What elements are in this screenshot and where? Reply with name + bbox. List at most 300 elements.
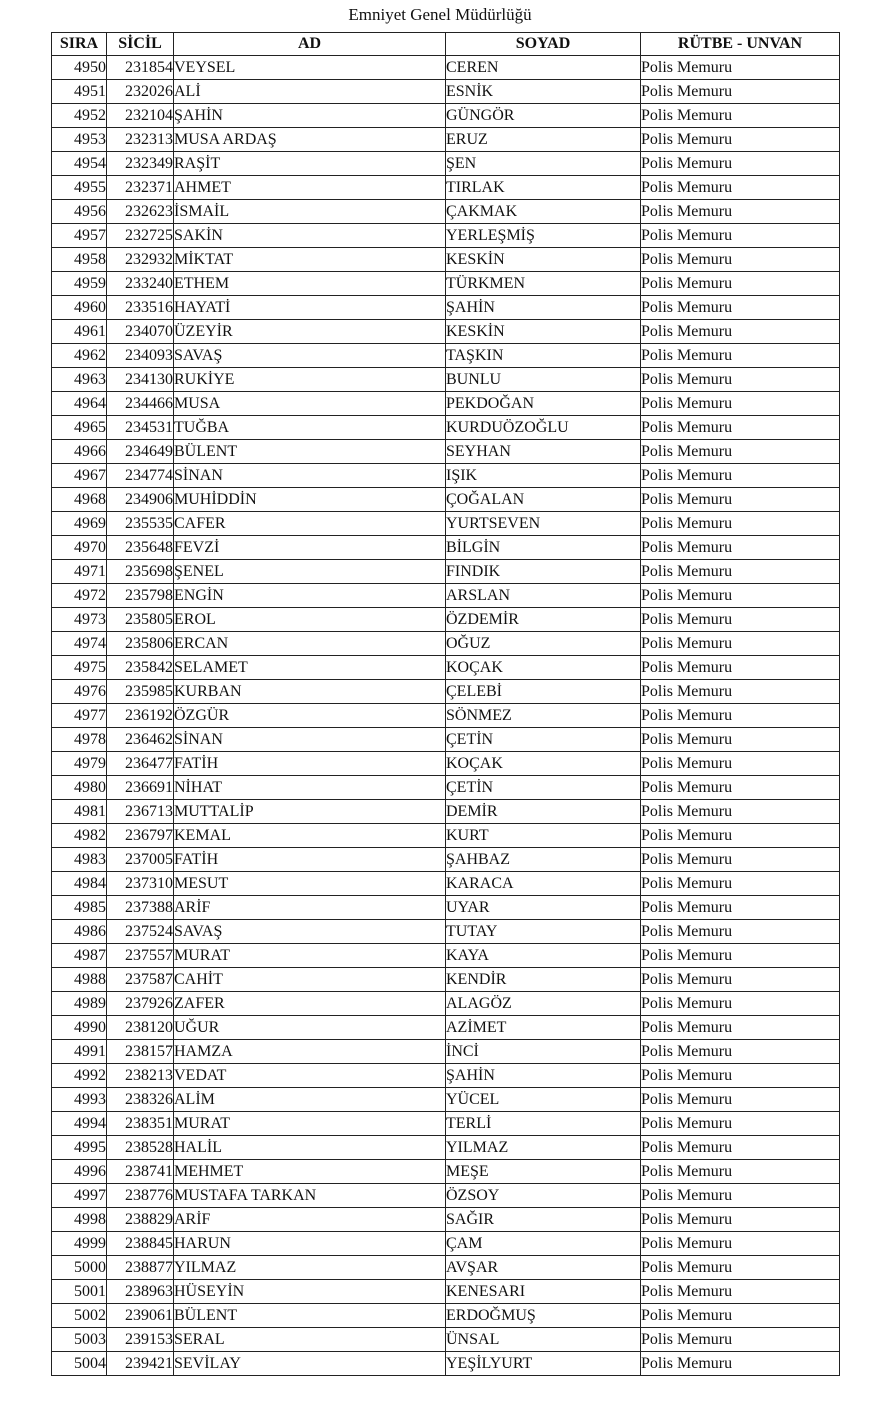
soyad-cell: GÜNGÖR [446,104,641,128]
rutbe-cell: Polis Memuru [641,752,840,776]
sira-cell: 4978 [52,728,107,752]
ad-cell: HAYATİ [174,296,446,320]
sira-cell: 5000 [52,1256,107,1280]
ad-cell: SAVAŞ [174,344,446,368]
sira-cell: 4982 [52,824,107,848]
soyad-cell: TÜRKMEN [446,272,641,296]
table-row [52,704,840,728]
ad-cell: ARİF [174,1208,446,1232]
column-header-soyad: SOYAD [446,33,641,56]
soyad-cell: ARSLAN [446,584,641,608]
rutbe-cell: Polis Memuru [641,1016,840,1040]
sira-cell: 4963 [52,368,107,392]
table-row [52,848,840,872]
ad-cell: KURBAN [174,680,446,704]
soyad-cell: FINDIK [446,560,641,584]
table-row [52,1328,840,1352]
soyad-cell: TERLİ [446,1112,641,1136]
sira-cell: 4998 [52,1208,107,1232]
sira-cell: 4955 [52,176,107,200]
table-row [52,152,840,176]
ad-cell: BÜLENT [174,1304,446,1328]
ad-cell: FEVZİ [174,536,446,560]
ad-cell: MUTTALİP [174,800,446,824]
soyad-cell: ÇAM [446,1232,641,1256]
sira-cell: 4974 [52,632,107,656]
ad-cell: CAHİT [174,968,446,992]
soyad-cell: ÇAKMAK [446,200,641,224]
rutbe-cell: Polis Memuru [641,1064,840,1088]
table-row [52,56,840,80]
soyad-cell: DEMİR [446,800,641,824]
ad-cell: RAŞİT [174,152,446,176]
soyad-cell: İNCİ [446,1040,641,1064]
soyad-cell: ERDOĞMUŞ [446,1304,641,1328]
sicil-cell: 237388 [107,896,174,920]
sira-cell: 4993 [52,1088,107,1112]
sicil-cell: 236477 [107,752,174,776]
sira-cell: 4961 [52,320,107,344]
soyad-cell: KURDUÖZOĞLU [446,416,641,440]
rutbe-cell: Polis Memuru [641,1328,840,1352]
rutbe-cell: Polis Memuru [641,632,840,656]
column-header-ad: AD [174,33,446,56]
soyad-cell: KARACA [446,872,641,896]
sicil-cell: 238845 [107,1232,174,1256]
rutbe-cell: Polis Memuru [641,656,840,680]
rutbe-cell: Polis Memuru [641,608,840,632]
soyad-cell: ÇETİN [446,776,641,800]
sicil-cell: 232932 [107,248,174,272]
ad-cell: SİNAN [174,728,446,752]
table-row [52,608,840,632]
sira-cell: 4967 [52,464,107,488]
table-row [52,968,840,992]
ad-cell: UĞUR [174,1016,446,1040]
sicil-cell: 232313 [107,128,174,152]
table-row [52,200,840,224]
ad-cell: ALİM [174,1088,446,1112]
soyad-cell: YEŞİLYURT [446,1352,641,1376]
soyad-cell: UYAR [446,896,641,920]
table-row [52,584,840,608]
table-row [52,1088,840,1112]
sira-cell: 5003 [52,1328,107,1352]
table-row [52,320,840,344]
table-row [52,728,840,752]
ad-cell: MESUT [174,872,446,896]
soyad-cell: PEKDOĞAN [446,392,641,416]
sicil-cell: 235842 [107,656,174,680]
sira-cell: 5002 [52,1304,107,1328]
table-row [52,1064,840,1088]
table-row [52,872,840,896]
soyad-cell: KENDİR [446,968,641,992]
soyad-cell: YÜCEL [446,1088,641,1112]
ad-cell: FATİH [174,752,446,776]
soyad-cell: KURT [446,824,641,848]
sicil-cell: 238326 [107,1088,174,1112]
sira-cell: 4969 [52,512,107,536]
sira-cell: 4977 [52,704,107,728]
rutbe-cell: Polis Memuru [641,848,840,872]
ad-cell: ŞAHİN [174,104,446,128]
soyad-cell: ŞAHİN [446,296,641,320]
soyad-cell: TAŞKIN [446,344,641,368]
ad-cell: MUSA ARDAŞ [174,128,446,152]
sicil-cell: 239061 [107,1304,174,1328]
soyad-cell: TUTAY [446,920,641,944]
table-row [52,560,840,584]
table-row [52,1184,840,1208]
rutbe-cell: Polis Memuru [641,1088,840,1112]
table-header-row [52,33,840,56]
rutbe-cell: Polis Memuru [641,200,840,224]
ad-cell: MURAT [174,1112,446,1136]
sira-cell: 4958 [52,248,107,272]
sicil-cell: 234649 [107,440,174,464]
ad-cell: İSMAİL [174,200,446,224]
table-row [52,488,840,512]
table-row [52,632,840,656]
ad-cell: BÜLENT [174,440,446,464]
ad-cell: EROL [174,608,446,632]
table-row [52,920,840,944]
ad-cell: VEYSEL [174,56,446,80]
table-row [52,224,840,248]
table-row [52,440,840,464]
ad-cell: MURAT [174,944,446,968]
rutbe-cell: Polis Memuru [641,464,840,488]
ad-cell: HARUN [174,1232,446,1256]
soyad-cell: KENESARI [446,1280,641,1304]
ad-cell: KEMAL [174,824,446,848]
rutbe-cell: Polis Memuru [641,344,840,368]
sicil-cell: 232725 [107,224,174,248]
sicil-cell: 236713 [107,800,174,824]
ad-cell: MUHİDDİN [174,488,446,512]
table-row [52,248,840,272]
table-row [52,1160,840,1184]
rutbe-cell: Polis Memuru [641,1304,840,1328]
sicil-cell: 233516 [107,296,174,320]
sira-cell: 4989 [52,992,107,1016]
rutbe-cell: Polis Memuru [641,536,840,560]
sicil-cell: 235798 [107,584,174,608]
sicil-cell: 232349 [107,152,174,176]
sicil-cell: 237557 [107,944,174,968]
table-row [52,776,840,800]
sicil-cell: 232026 [107,80,174,104]
soyad-cell: IŞIK [446,464,641,488]
soyad-cell: ŞAHBAZ [446,848,641,872]
sira-cell: 4988 [52,968,107,992]
sira-cell: 4975 [52,656,107,680]
table-row [52,464,840,488]
soyad-cell: MEŞE [446,1160,641,1184]
table-row [52,800,840,824]
table-row [52,656,840,680]
table-row [52,104,840,128]
sicil-cell: 238963 [107,1280,174,1304]
table-row [52,536,840,560]
soyad-cell: ERUZ [446,128,641,152]
table-row [52,992,840,1016]
table-row [52,1256,840,1280]
rutbe-cell: Polis Memuru [641,1256,840,1280]
ad-cell: CAFER [174,512,446,536]
sicil-cell: 234130 [107,368,174,392]
soyad-cell: KESKİN [446,320,641,344]
rutbe-cell: Polis Memuru [641,56,840,80]
column-header-rutbe-unvan: RÜTBE - UNVAN [641,33,840,56]
table-body [52,56,840,1376]
sicil-cell: 234906 [107,488,174,512]
rutbe-cell: Polis Memuru [641,1040,840,1064]
soyad-cell: YURTSEVEN [446,512,641,536]
ad-cell: SAVAŞ [174,920,446,944]
soyad-cell: BUNLU [446,368,641,392]
rutbe-cell: Polis Memuru [641,320,840,344]
table-row [52,80,840,104]
sicil-cell: 238741 [107,1160,174,1184]
sira-cell: 4991 [52,1040,107,1064]
sira-cell: 4964 [52,392,107,416]
soyad-cell: SEYHAN [446,440,641,464]
sira-cell: 4968 [52,488,107,512]
ad-cell: SİNAN [174,464,446,488]
soyad-cell: ŞAHİN [446,1064,641,1088]
sira-cell: 4985 [52,896,107,920]
soyad-cell: YERLEŞMİŞ [446,224,641,248]
ad-cell: NİHAT [174,776,446,800]
sicil-cell: 238351 [107,1112,174,1136]
rutbe-cell: Polis Memuru [641,272,840,296]
rutbe-cell: Polis Memuru [641,800,840,824]
rutbe-cell: Polis Memuru [641,1232,840,1256]
sicil-cell: 232104 [107,104,174,128]
soyad-cell: KOÇAK [446,656,641,680]
sira-cell: 4951 [52,80,107,104]
rutbe-cell: Polis Memuru [641,416,840,440]
rutbe-cell: Polis Memuru [641,1352,840,1376]
rutbe-cell: Polis Memuru [641,1112,840,1136]
table-row [52,752,840,776]
table-row [52,368,840,392]
sicil-cell: 234070 [107,320,174,344]
rutbe-cell: Polis Memuru [641,776,840,800]
sira-cell: 4979 [52,752,107,776]
soyad-cell: KAYA [446,944,641,968]
sicil-cell: 231854 [107,56,174,80]
sira-cell: 4996 [52,1160,107,1184]
ad-cell: MEHMET [174,1160,446,1184]
rutbe-cell: Polis Memuru [641,488,840,512]
ad-cell: ETHEM [174,272,446,296]
soyad-cell: ÖZDEMİR [446,608,641,632]
sicil-cell: 238120 [107,1016,174,1040]
sicil-cell: 235648 [107,536,174,560]
soyad-cell: YILMAZ [446,1136,641,1160]
sicil-cell: 237005 [107,848,174,872]
rutbe-cell: Polis Memuru [641,1280,840,1304]
sicil-cell: 238776 [107,1184,174,1208]
column-header-sira: SIRA [52,33,107,56]
sicil-cell: 235698 [107,560,174,584]
sicil-cell: 233240 [107,272,174,296]
personnel-table [51,32,840,1376]
rutbe-cell: Polis Memuru [641,1160,840,1184]
soyad-cell: SÖNMEZ [446,704,641,728]
table-row [52,344,840,368]
rutbe-cell: Polis Memuru [641,512,840,536]
sira-cell: 5004 [52,1352,107,1376]
table-row [52,1136,840,1160]
rutbe-cell: Polis Memuru [641,296,840,320]
soyad-cell: ÇETİN [446,728,641,752]
sira-cell: 4986 [52,920,107,944]
ad-cell: AHMET [174,176,446,200]
sira-cell: 4976 [52,680,107,704]
sira-cell: 4972 [52,584,107,608]
rutbe-cell: Polis Memuru [641,968,840,992]
ad-cell: SERAL [174,1328,446,1352]
table-row [52,1208,840,1232]
rutbe-cell: Polis Memuru [641,1184,840,1208]
soyad-cell: KOÇAK [446,752,641,776]
sira-cell: 4984 [52,872,107,896]
ad-cell: ÜZEYİR [174,320,446,344]
rutbe-cell: Polis Memuru [641,80,840,104]
soyad-cell: ÇELEBİ [446,680,641,704]
table-row [52,1352,840,1376]
sicil-cell: 236192 [107,704,174,728]
rutbe-cell: Polis Memuru [641,392,840,416]
sira-cell: 4999 [52,1232,107,1256]
sira-cell: 4980 [52,776,107,800]
sira-cell: 5001 [52,1280,107,1304]
sicil-cell: 237926 [107,992,174,1016]
ad-cell: ZAFER [174,992,446,1016]
ad-cell: FATİH [174,848,446,872]
sira-cell: 4995 [52,1136,107,1160]
sicil-cell: 238528 [107,1136,174,1160]
sira-cell: 4994 [52,1112,107,1136]
sira-cell: 4997 [52,1184,107,1208]
ad-cell: HÜSEYİN [174,1280,446,1304]
table-row [52,1232,840,1256]
sicil-cell: 235535 [107,512,174,536]
rutbe-cell: Polis Memuru [641,896,840,920]
ad-cell: SELAMET [174,656,446,680]
sira-cell: 4973 [52,608,107,632]
soyad-cell: ESNİK [446,80,641,104]
ad-cell: ARİF [174,896,446,920]
table-row [52,176,840,200]
rutbe-cell: Polis Memuru [641,680,840,704]
table-row [52,1280,840,1304]
soyad-cell: ÖZSOY [446,1184,641,1208]
column-header-sicil: SİCİL [107,33,174,56]
table-row [52,296,840,320]
rutbe-cell: Polis Memuru [641,824,840,848]
soyad-cell: BİLGİN [446,536,641,560]
sira-cell: 4971 [52,560,107,584]
rutbe-cell: Polis Memuru [641,584,840,608]
ad-cell: HALİL [174,1136,446,1160]
sira-cell: 4987 [52,944,107,968]
table-row [52,944,840,968]
rutbe-cell: Polis Memuru [641,872,840,896]
sira-cell: 4983 [52,848,107,872]
rutbe-cell: Polis Memuru [641,944,840,968]
sira-cell: 4954 [52,152,107,176]
rutbe-cell: Polis Memuru [641,992,840,1016]
sira-cell: 4966 [52,440,107,464]
table-row [52,392,840,416]
sicil-cell: 234531 [107,416,174,440]
table-row [52,896,840,920]
ad-cell: ÖZGÜR [174,704,446,728]
table-row [52,1304,840,1328]
rutbe-cell: Polis Memuru [641,1136,840,1160]
ad-cell: ERCAN [174,632,446,656]
rutbe-cell: Polis Memuru [641,104,840,128]
rutbe-cell: Polis Memuru [641,1208,840,1232]
sira-cell: 4957 [52,224,107,248]
sicil-cell: 238213 [107,1064,174,1088]
ad-cell: TUĞBA [174,416,446,440]
sicil-cell: 234774 [107,464,174,488]
rutbe-cell: Polis Memuru [641,920,840,944]
soyad-cell: CEREN [446,56,641,80]
ad-cell: RUKİYE [174,368,446,392]
soyad-cell: KESKİN [446,248,641,272]
soyad-cell: ÇOĞALAN [446,488,641,512]
table-row [52,1016,840,1040]
sicil-cell: 236691 [107,776,174,800]
sira-cell: 4950 [52,56,107,80]
sicil-cell: 232623 [107,200,174,224]
soyad-cell: TIRLAK [446,176,641,200]
ad-cell: YILMAZ [174,1256,446,1280]
sira-cell: 4981 [52,800,107,824]
sicil-cell: 237310 [107,872,174,896]
table-row [52,416,840,440]
sicil-cell: 235805 [107,608,174,632]
sicil-cell: 232371 [107,176,174,200]
table-row [52,128,840,152]
sicil-cell: 235806 [107,632,174,656]
sira-cell: 4965 [52,416,107,440]
soyad-cell: AZİMET [446,1016,641,1040]
rutbe-cell: Polis Memuru [641,248,840,272]
sicil-cell: 237587 [107,968,174,992]
sira-cell: 4990 [52,1016,107,1040]
sicil-cell: 234466 [107,392,174,416]
soyad-cell: SAĞIR [446,1208,641,1232]
rutbe-cell: Polis Memuru [641,704,840,728]
rutbe-cell: Polis Memuru [641,560,840,584]
table-row [52,680,840,704]
table-row [52,824,840,848]
rutbe-cell: Polis Memuru [641,440,840,464]
rutbe-cell: Polis Memuru [641,128,840,152]
table-row [52,512,840,536]
soyad-cell: OĞUZ [446,632,641,656]
sicil-cell: 234093 [107,344,174,368]
ad-cell: HAMZA [174,1040,446,1064]
